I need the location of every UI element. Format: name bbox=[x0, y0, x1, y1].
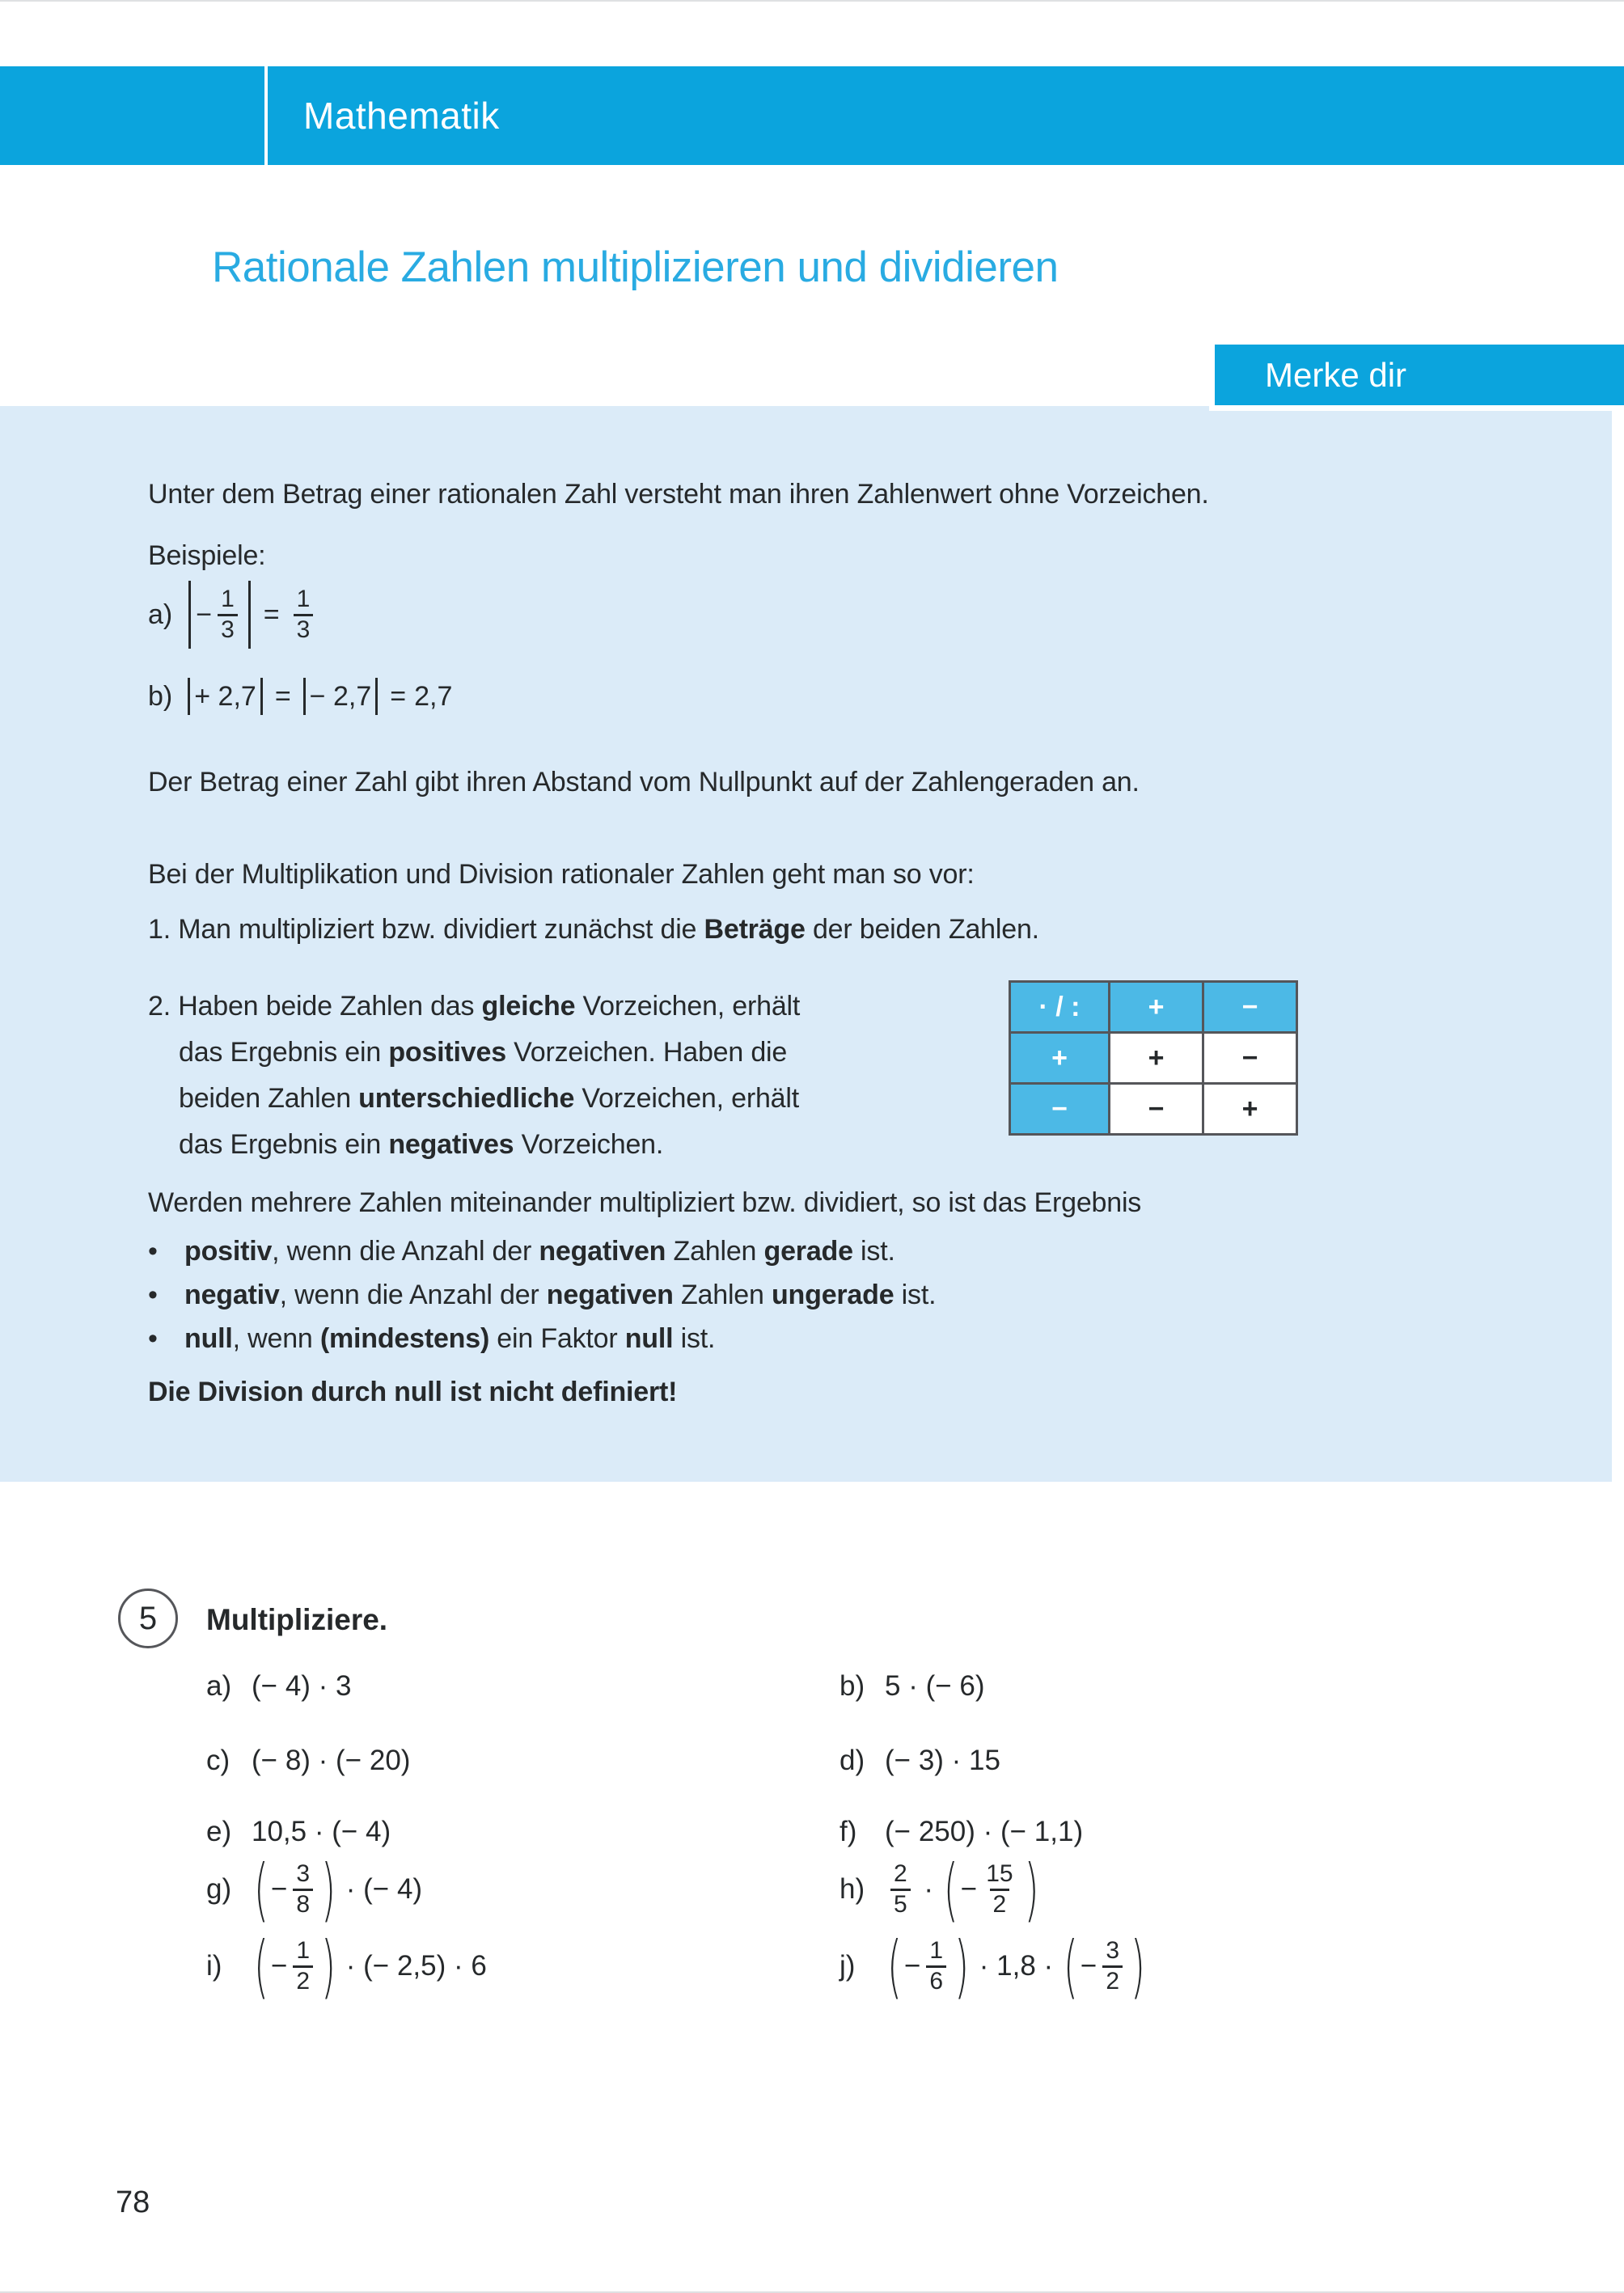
bold-text: positiv bbox=[184, 1236, 273, 1267]
bullet-text bbox=[184, 1317, 715, 1360]
abs-bar-icon bbox=[375, 678, 378, 715]
math-text: − bbox=[1080, 1950, 1097, 1982]
item-expression bbox=[885, 1670, 985, 1703]
exercise-item-j bbox=[839, 1926, 1148, 2007]
value: 2,7 bbox=[414, 680, 453, 712]
item-expression bbox=[885, 1926, 1148, 2007]
paragraph-mehrere: Werden mehrere Zahlen miteinander multipliziert bzw. dividiert, so ist das Ergebnis bbox=[148, 1187, 1142, 1218]
item-label: e) bbox=[206, 1816, 232, 1847]
exercise-number: 5 bbox=[138, 1600, 158, 1636]
sign-table-row bbox=[1010, 1033, 1297, 1084]
sign-table-cell: + bbox=[1010, 1033, 1110, 1084]
math-text: − bbox=[903, 1950, 921, 1982]
bullet-item bbox=[148, 1229, 936, 1273]
fraction-denominator: 8 bbox=[293, 1889, 313, 1919]
abs-bar-icon bbox=[248, 581, 251, 649]
bold-text: ungerade bbox=[771, 1280, 894, 1310]
bullet-list bbox=[148, 1229, 936, 1360]
bold-text: null bbox=[184, 1323, 233, 1354]
item-label: g) bbox=[206, 1873, 232, 1905]
big-paren: ( bbox=[254, 1926, 269, 2007]
exercise-item-a bbox=[206, 1670, 352, 1703]
value: − 2,7 bbox=[309, 680, 372, 712]
math-text: (− 8) · (− 20) bbox=[252, 1745, 411, 1776]
bold-text: gerade bbox=[763, 1236, 853, 1267]
math-text: − bbox=[270, 1873, 288, 1905]
bold-text: null bbox=[624, 1323, 674, 1354]
sign-table bbox=[1009, 980, 1298, 1136]
example-a-label: a) bbox=[148, 599, 173, 630]
fraction-numerator: 1 bbox=[929, 1937, 944, 1964]
page-number: 78 bbox=[116, 2185, 150, 2219]
fraction-numerator: 3 bbox=[296, 1860, 311, 1887]
math-text: (− 4) · 3 bbox=[252, 1670, 352, 1702]
exercise-item-c bbox=[206, 1745, 410, 1777]
text: ist. bbox=[673, 1323, 716, 1354]
item-label: f) bbox=[839, 1816, 857, 1847]
text: Vorzeichen, erhält bbox=[575, 991, 801, 1022]
exercise-item-b bbox=[839, 1670, 985, 1703]
abs-bar-icon bbox=[260, 678, 263, 715]
fraction-denominator: 3 bbox=[218, 614, 238, 645]
fraction-denominator: 5 bbox=[890, 1889, 911, 1919]
exercise-item-f bbox=[839, 1816, 1083, 1848]
header-divider bbox=[264, 66, 268, 165]
big-paren: ) bbox=[321, 1926, 336, 2007]
big-paren: ) bbox=[321, 1849, 336, 1930]
math-text: 5 · (− 6) bbox=[885, 1670, 985, 1702]
step-2-line-4 bbox=[179, 1122, 800, 1168]
example-b bbox=[148, 678, 452, 715]
paragraph-betrag: Unter dem Betrag einer rationalen Zahl versteht man ihren Zahlenwert ohne Vorzeichen. bbox=[148, 479, 1209, 510]
fraction-numerator: 3 bbox=[1106, 1937, 1120, 1964]
bullet-item bbox=[148, 1317, 936, 1360]
step-2-line-3 bbox=[179, 1076, 800, 1122]
big-paren: ) bbox=[1024, 1849, 1039, 1930]
sign-table-cell: · / : bbox=[1010, 982, 1110, 1033]
merke-label: Merke dir bbox=[1265, 355, 1407, 394]
bullet-item bbox=[148, 1273, 936, 1317]
text: Vorzeichen. Haben die bbox=[505, 1037, 788, 1068]
math-text: · (− 2,5) · 6 bbox=[338, 1950, 487, 1982]
math-text: · bbox=[916, 1873, 941, 1905]
item-expression bbox=[252, 1849, 423, 1930]
item-label: a) bbox=[206, 1670, 232, 1702]
exercise-item-g bbox=[206, 1849, 423, 1930]
equals-sign: = bbox=[263, 599, 280, 630]
fraction-denominator: 3 bbox=[294, 614, 314, 645]
step-2 bbox=[148, 984, 800, 1168]
math-text: (− 250) · (− 1,1) bbox=[885, 1816, 1084, 1847]
text: 2. Haben beide Zahlen das bbox=[148, 991, 482, 1022]
text: das Ergebnis ein bbox=[179, 1037, 389, 1068]
example-b-label: b) bbox=[148, 680, 173, 712]
item-label: b) bbox=[839, 1670, 865, 1702]
math-text: · 1,8 · bbox=[971, 1950, 1061, 1982]
text: , wenn bbox=[232, 1323, 320, 1354]
text: ist. bbox=[894, 1280, 937, 1310]
abs-bar-icon bbox=[303, 678, 306, 715]
text: ist. bbox=[852, 1236, 895, 1267]
exercise-title: Multipliziere. bbox=[206, 1603, 388, 1636]
text: , wenn die Anzahl der bbox=[272, 1236, 539, 1267]
text: ein Faktor bbox=[489, 1323, 625, 1354]
item-label: d) bbox=[839, 1745, 865, 1776]
big-paren: ) bbox=[954, 1926, 970, 2007]
item-expression bbox=[252, 1745, 410, 1777]
sign-table-cell: − bbox=[1203, 1033, 1297, 1084]
step-2-line-2 bbox=[179, 1030, 800, 1076]
paragraph-abstand: Der Betrag einer Zahl gibt ihren Abstand vom Nullpunkt auf der Zahlengeraden an. bbox=[148, 767, 1140, 797]
math-text: 10,5 · (− 4) bbox=[252, 1816, 391, 1847]
abs-bar-icon bbox=[188, 581, 191, 649]
bold-text: positives bbox=[388, 1037, 506, 1068]
sign-table-cell: − bbox=[1203, 982, 1297, 1033]
merke-tab bbox=[1209, 345, 1624, 411]
fraction bbox=[218, 586, 238, 644]
item-expression bbox=[252, 1926, 487, 2007]
item-label: h) bbox=[839, 1873, 865, 1905]
bullet-text bbox=[184, 1229, 895, 1273]
text: Vorzeichen. bbox=[514, 1129, 664, 1160]
page-title: Rationale Zahlen multiplizieren und dividieren bbox=[212, 243, 1059, 291]
step-1 bbox=[148, 912, 1039, 947]
exercise-number-badge bbox=[118, 1589, 178, 1648]
item-expression bbox=[252, 1816, 391, 1848]
big-paren: ( bbox=[1063, 1926, 1078, 2007]
fraction bbox=[293, 1937, 313, 1995]
fraction bbox=[890, 1860, 911, 1919]
bold-text: Beträge bbox=[704, 914, 806, 945]
bullet-icon: • bbox=[148, 1280, 158, 1310]
equals-sign: = bbox=[274, 680, 291, 712]
sign-table-row bbox=[1010, 1084, 1297, 1135]
math-text: − bbox=[960, 1873, 978, 1905]
sign-table-cell: − bbox=[1010, 1084, 1110, 1135]
fraction-numerator: 15 bbox=[986, 1860, 1013, 1887]
abs-bar-icon bbox=[188, 678, 190, 715]
paragraph-vorgehen: Bei der Multiplikation und Division rationaler Zahlen geht man so vor: bbox=[148, 859, 975, 890]
item-expression bbox=[885, 1816, 1083, 1848]
item-expression bbox=[885, 1849, 1042, 1930]
exercise-item-h bbox=[839, 1849, 1042, 1930]
text: Vorzeichen, erhält bbox=[574, 1083, 799, 1114]
fraction-numerator: 1 bbox=[296, 586, 311, 612]
value: + 2,7 bbox=[194, 680, 256, 712]
bold-text: gleiche bbox=[481, 991, 576, 1022]
fraction-denominator: 2 bbox=[1102, 1965, 1123, 1996]
bold-text: negativen bbox=[539, 1236, 666, 1267]
sign-table-cell: + bbox=[1110, 982, 1203, 1033]
bold-text: negativ bbox=[184, 1280, 280, 1310]
example-a bbox=[148, 581, 319, 649]
header-bar bbox=[0, 66, 1624, 165]
bold-text: negativen bbox=[546, 1280, 674, 1310]
fraction bbox=[926, 1937, 946, 1995]
big-paren: ( bbox=[943, 1849, 958, 1930]
big-paren: ( bbox=[254, 1849, 269, 1930]
bullet-icon: • bbox=[148, 1236, 158, 1267]
subject-label: Mathematik bbox=[303, 95, 500, 137]
fraction-numerator: 1 bbox=[221, 586, 235, 612]
text: beiden Zahlen bbox=[179, 1083, 359, 1114]
exercise-item-e bbox=[206, 1816, 391, 1848]
item-expression bbox=[885, 1745, 1000, 1777]
math-text: (− 3) · 15 bbox=[885, 1745, 1000, 1776]
minus-sign: − bbox=[196, 599, 213, 630]
exercise-item-i bbox=[206, 1926, 487, 2007]
item-expression bbox=[252, 1670, 352, 1703]
big-paren: ( bbox=[887, 1926, 902, 2007]
text: Zahlen bbox=[673, 1280, 772, 1310]
sign-table-cell: − bbox=[1110, 1084, 1203, 1135]
sign-table-cell: + bbox=[1203, 1084, 1297, 1135]
bold-text: unterschiedliche bbox=[358, 1083, 575, 1114]
text: der beiden Zahlen. bbox=[805, 914, 1039, 945]
equals-sign: = bbox=[390, 680, 407, 712]
examples-label: Beispiele: bbox=[148, 540, 266, 571]
fraction-denominator: 2 bbox=[990, 1889, 1010, 1919]
item-label: c) bbox=[206, 1745, 230, 1776]
big-paren: ) bbox=[1131, 1926, 1145, 2007]
fraction bbox=[1102, 1937, 1123, 1995]
math-text: · (− 4) bbox=[338, 1873, 423, 1905]
text: 1. Man multipliziert bzw. dividiert zunächst die bbox=[148, 914, 704, 945]
bold-text: (mindestens) bbox=[319, 1323, 490, 1354]
fraction bbox=[293, 1860, 313, 1919]
fraction-denominator: 6 bbox=[926, 1965, 946, 1996]
fraction-numerator: 2 bbox=[894, 1860, 907, 1887]
sign-table-cell: + bbox=[1110, 1033, 1203, 1084]
exercise-item-d bbox=[839, 1745, 1000, 1777]
math-text: − bbox=[270, 1950, 288, 1982]
sign-table-header-row bbox=[1010, 982, 1297, 1033]
bullet-icon: • bbox=[148, 1323, 158, 1354]
fraction-denominator: 2 bbox=[293, 1965, 313, 1996]
step-2-line-1 bbox=[148, 984, 800, 1030]
item-label: j) bbox=[839, 1950, 856, 1982]
text: Zahlen bbox=[666, 1236, 764, 1267]
bullet-text bbox=[184, 1273, 936, 1317]
warning-text: Die Division durch null ist nicht definiert! bbox=[148, 1377, 678, 1407]
bold-text: negatives bbox=[388, 1129, 514, 1160]
item-label: i) bbox=[206, 1950, 222, 1982]
text: das Ergebnis ein bbox=[179, 1129, 389, 1160]
fraction bbox=[983, 1860, 1016, 1919]
fraction-numerator: 1 bbox=[296, 1937, 311, 1964]
text: , wenn die Anzahl der bbox=[279, 1280, 547, 1310]
fraction bbox=[294, 586, 314, 644]
